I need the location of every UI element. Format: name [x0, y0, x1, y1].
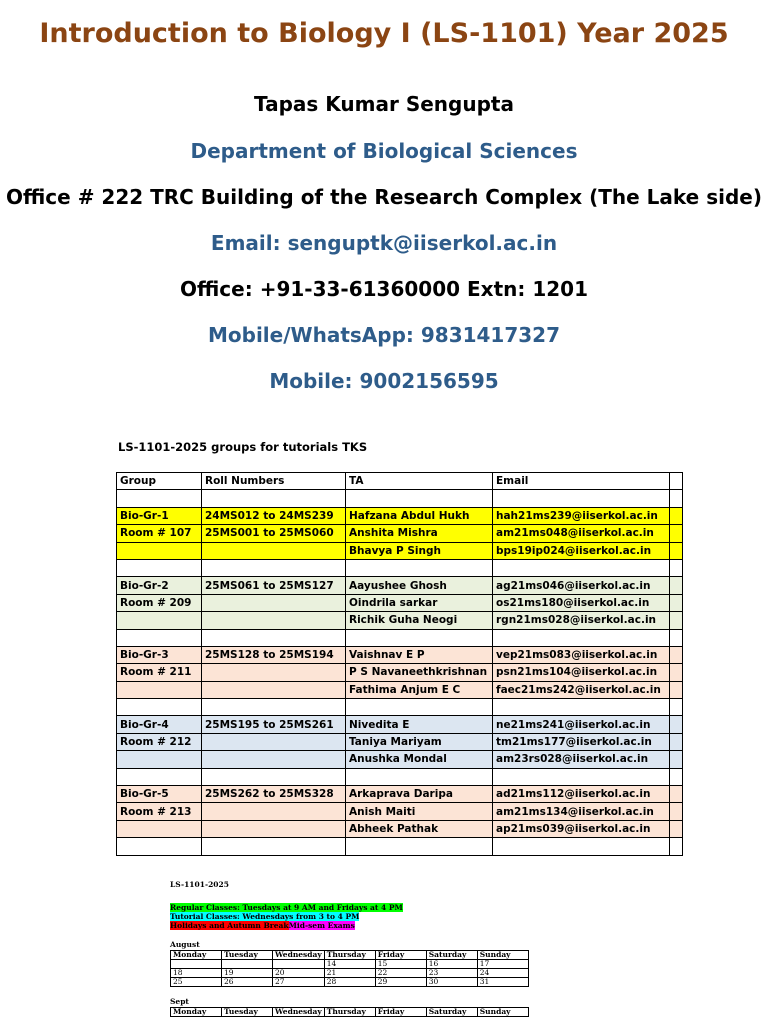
cell-ta: Anushka Mondal	[346, 751, 493, 768]
cell-group: Bio-Gr-3	[117, 646, 202, 663]
cell-extra	[670, 786, 683, 803]
cell-group: Bio-Gr-2	[117, 577, 202, 594]
cell-roll-numbers	[202, 803, 346, 820]
header-roll-numbers: Roll Numbers	[202, 473, 346, 490]
calendar-day-cell: 23	[426, 969, 477, 978]
cell-roll-numbers	[202, 490, 346, 507]
calendar-day-cell: 22	[375, 969, 426, 978]
weekday-header: Monday	[171, 951, 222, 960]
cell-roll-numbers	[202, 612, 346, 629]
cell-ta	[346, 838, 493, 855]
cell-extra	[670, 838, 683, 855]
table-row	[117, 733, 683, 750]
cell-group: Room # 107	[117, 525, 202, 542]
header-email: Email	[493, 473, 670, 490]
cell-ta: Arkaprava Daripa	[346, 786, 493, 803]
cell-roll-numbers: 25MS128 to 25MS194	[202, 646, 346, 663]
cell-email: ag21ms046@iiserkol.ac.in	[493, 577, 670, 594]
legend-holidays: Holidays and Autumn Break	[170, 921, 289, 930]
cell-ta	[346, 490, 493, 507]
cell-extra	[670, 699, 683, 716]
calendar-day-cell: 21	[324, 969, 375, 978]
cell-group	[117, 751, 202, 768]
table-row	[117, 612, 683, 629]
month-calendar-table	[170, 950, 529, 987]
weekday-header: Friday	[375, 951, 426, 960]
cell-extra	[670, 577, 683, 594]
cell-extra	[670, 646, 683, 663]
cell-roll-numbers	[202, 820, 346, 837]
cell-group: Bio-Gr-4	[117, 716, 202, 733]
calendar-day-cell: 16	[426, 960, 477, 969]
calendar-day-cell: 29	[375, 978, 426, 987]
cell-ta: Vaishnav E P	[346, 646, 493, 663]
table-row	[117, 629, 683, 646]
cell-group: Room # 212	[117, 733, 202, 750]
office-phone: Office: +91-33-61360000 Extn: 1201	[180, 277, 588, 301]
table-row	[117, 525, 683, 542]
cell-email	[493, 490, 670, 507]
cell-ta: Anish Maiti	[346, 803, 493, 820]
office-address: Office # 222 TRC Building of the Research Complex (The Lake side)	[6, 185, 762, 209]
cell-roll-numbers	[202, 768, 346, 785]
cell-ta	[346, 629, 493, 646]
cell-group: Bio-Gr-1	[117, 507, 202, 524]
cell-roll-numbers	[202, 681, 346, 698]
month-label: Sept	[170, 997, 189, 1006]
table-row	[117, 751, 683, 768]
cell-group	[117, 699, 202, 716]
calendar-day-cell: 26	[222, 978, 273, 987]
weekday-header: Friday	[375, 1008, 426, 1017]
cell-ta: Fathima Anjum E C	[346, 681, 493, 698]
weekday-header-row	[171, 951, 529, 960]
cell-group	[117, 559, 202, 576]
legend-tutorial: Tutorial Classes: Wednesdays from 3 to 4 PM	[170, 912, 360, 921]
weekday-header: Sunday	[477, 1008, 528, 1017]
calendar-day-cell: 19	[222, 969, 273, 978]
cell-extra	[670, 768, 683, 785]
cell-email	[493, 559, 670, 576]
cell-extra	[670, 490, 683, 507]
department: Department of Biological Sciences	[190, 139, 578, 163]
cell-roll-numbers	[202, 629, 346, 646]
table-row	[117, 507, 683, 524]
cell-group	[117, 629, 202, 646]
cell-roll-numbers	[202, 559, 346, 576]
cell-extra	[670, 820, 683, 837]
cell-roll-numbers	[202, 733, 346, 750]
cell-group	[117, 820, 202, 837]
cell-email: am21ms134@iiserkol.ac.in	[493, 803, 670, 820]
calendar-day-cell: 28	[324, 978, 375, 987]
weekday-header: Wednesday	[273, 1008, 325, 1017]
header-extra	[670, 473, 683, 490]
weekday-header: Saturday	[426, 951, 477, 960]
cell-email	[493, 838, 670, 855]
cell-roll-numbers	[202, 838, 346, 855]
calendar-week-row	[171, 978, 529, 987]
cell-group: Room # 211	[117, 664, 202, 681]
cell-roll-numbers: 25MS262 to 25MS328	[202, 786, 346, 803]
cell-ta: P S Navaneethkrishnan	[346, 664, 493, 681]
cell-extra	[670, 681, 683, 698]
table-row	[117, 716, 683, 733]
cell-extra	[670, 507, 683, 524]
table-row	[117, 786, 683, 803]
weekday-header: Tuesday	[222, 1008, 273, 1017]
table-row	[117, 490, 683, 507]
cell-group	[117, 768, 202, 785]
cell-roll-numbers: 25MS061 to 25MS127	[202, 577, 346, 594]
cell-extra	[670, 716, 683, 733]
cell-email	[493, 768, 670, 785]
calendar-heading: LS-1101-2025	[170, 880, 229, 889]
cell-group: Room # 209	[117, 594, 202, 611]
cell-ta: Abheek Pathak	[346, 820, 493, 837]
weekday-header: Saturday	[426, 1008, 477, 1017]
cell-extra	[670, 594, 683, 611]
calendar-day-cell: 15	[375, 960, 426, 969]
document-title: Introduction to Biology I (LS-1101) Year 2025	[39, 18, 729, 49]
calendar-day-cell: 18	[171, 969, 222, 978]
calendar-day-cell: 24	[477, 969, 528, 978]
table-row	[117, 699, 683, 716]
weekday-header: Thursday	[324, 1008, 375, 1017]
table-header-row	[117, 473, 683, 490]
header-group: Group	[117, 473, 202, 490]
cell-extra	[670, 751, 683, 768]
month-calendar-table	[170, 1007, 529, 1017]
cell-group	[117, 490, 202, 507]
cell-extra	[670, 525, 683, 542]
cell-roll-numbers	[202, 594, 346, 611]
email-line: Email: senguptk@iiserkol.ac.in	[210, 231, 558, 255]
cell-roll-numbers	[202, 542, 346, 559]
weekday-header: Tuesday	[222, 951, 273, 960]
cell-email: hah21ms239@iiserkol.ac.in	[493, 507, 670, 524]
table-row	[117, 594, 683, 611]
table-row	[117, 542, 683, 559]
cell-extra	[670, 542, 683, 559]
weekday-header: Thursday	[324, 951, 375, 960]
cell-email: ne21ms241@iiserkol.ac.in	[493, 716, 670, 733]
cell-ta: Anshita Mishra	[346, 525, 493, 542]
cell-email: faec21ms242@iiserkol.ac.in	[493, 681, 670, 698]
cell-email: vep21ms083@iiserkol.ac.in	[493, 646, 670, 663]
weekday-header: Sunday	[477, 951, 528, 960]
cell-email: am21ms048@iiserkol.ac.in	[493, 525, 670, 542]
cell-email: psn21ms104@iiserkol.ac.in	[493, 664, 670, 681]
table-row	[117, 681, 683, 698]
weekday-header: Wednesday	[273, 951, 325, 960]
table-row	[117, 803, 683, 820]
cell-ta: Oindrila sarkar	[346, 594, 493, 611]
cell-extra	[670, 629, 683, 646]
calendar-day-cell: 14	[324, 960, 375, 969]
cell-group	[117, 612, 202, 629]
cell-roll-numbers	[202, 664, 346, 681]
cell-extra	[670, 733, 683, 750]
weekday-header-row	[171, 1008, 529, 1017]
cell-extra	[670, 559, 683, 576]
cell-email: tm21ms177@iiserkol.ac.in	[493, 733, 670, 750]
class-calendar	[170, 880, 529, 1017]
table-row	[117, 838, 683, 855]
calendar-day-cell: 25	[171, 978, 222, 987]
cell-email: bps19ip024@iiserkol.ac.in	[493, 542, 670, 559]
cell-email: os21ms180@iiserkol.ac.in	[493, 594, 670, 611]
cell-group: Bio-Gr-5	[117, 786, 202, 803]
cell-ta: Richik Guha Neogi	[346, 612, 493, 629]
cell-extra	[670, 612, 683, 629]
tutorial-groups-table	[116, 472, 683, 856]
cell-ta: Bhavya P Singh	[346, 542, 493, 559]
table-row	[117, 577, 683, 594]
cell-roll-numbers: 24MS012 to 24MS239	[202, 507, 346, 524]
cell-group	[117, 838, 202, 855]
legend-regular: Regular Classes: Tuesdays at 9 AM and Fridays at 4 PM	[170, 903, 403, 912]
cell-group	[117, 681, 202, 698]
cell-group: Room # 213	[117, 803, 202, 820]
cell-email: am23rs028@iiserkol.ac.in	[493, 751, 670, 768]
table-row	[117, 646, 683, 663]
calendar-day-cell: 31	[477, 978, 528, 987]
cell-email	[493, 629, 670, 646]
cell-extra	[670, 803, 683, 820]
cell-email: ap21ms039@iiserkol.ac.in	[493, 820, 670, 837]
header-ta: TA	[346, 473, 493, 490]
table-row	[117, 820, 683, 837]
calendar-day-cell: 30	[426, 978, 477, 987]
cell-roll-numbers	[202, 699, 346, 716]
calendar-day-cell: 27	[273, 978, 325, 987]
cell-ta	[346, 699, 493, 716]
weekday-header: Monday	[171, 1008, 222, 1017]
groups-table-caption: LS-1101-2025 groups for tutorials TKS	[118, 440, 368, 454]
cell-ta	[346, 768, 493, 785]
cell-ta: Nivedita E	[346, 716, 493, 733]
instructor-name: Tapas Kumar Sengupta	[254, 92, 514, 116]
calendar-day-cell: 17	[477, 960, 528, 969]
cell-email	[493, 699, 670, 716]
month-label: August	[170, 940, 200, 949]
cell-ta: Taniya Mariyam	[346, 733, 493, 750]
cell-group	[117, 542, 202, 559]
cell-ta	[346, 559, 493, 576]
table-row	[117, 559, 683, 576]
cell-email: ad21ms112@iiserkol.ac.in	[493, 786, 670, 803]
table-row	[117, 768, 683, 785]
cell-roll-numbers: 25MS195 to 25MS261	[202, 716, 346, 733]
cell-extra	[670, 664, 683, 681]
calendar-day-cell: 20	[273, 969, 325, 978]
legend-midsem: Mid-sem Exams	[288, 921, 355, 930]
cell-ta: Hafzana Abdul Hukh	[346, 507, 493, 524]
cell-email: rgn21ms028@iiserkol.ac.in	[493, 612, 670, 629]
cell-roll-numbers	[202, 751, 346, 768]
mobile-line: Mobile: 9002156595	[269, 369, 499, 393]
whatsapp-line: Mobile/WhatsApp: 9831417327	[207, 323, 561, 347]
table-row	[117, 664, 683, 681]
cell-ta: Aayushee Ghosh	[346, 577, 493, 594]
cell-roll-numbers: 25MS001 to 25MS060	[202, 525, 346, 542]
